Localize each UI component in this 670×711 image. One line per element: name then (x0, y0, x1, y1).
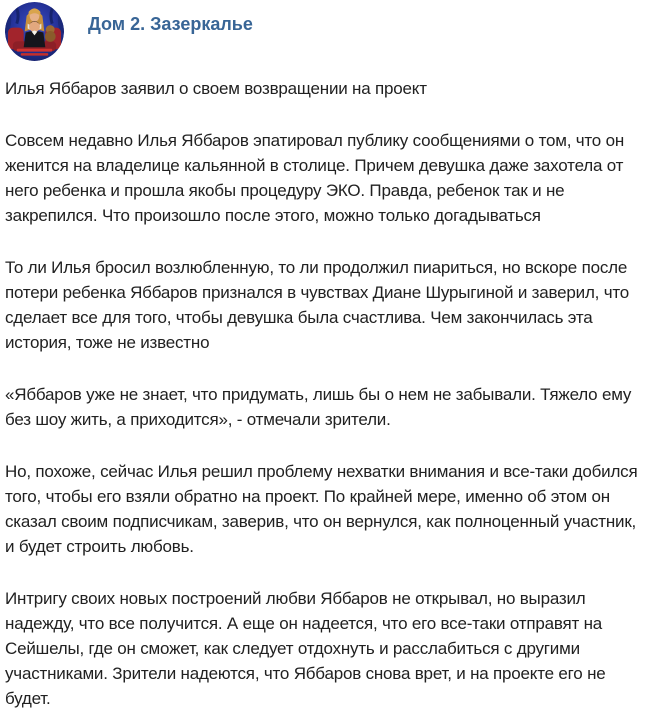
paragraph-line: женится на владелице кальянной в столице. Причем девушка даже захотела от (5, 156, 624, 175)
paragraph (5, 586, 670, 711)
post-title: Илья Яббаров заявил о своем возвращении на проект (5, 79, 427, 98)
paragraph-line: Интригу своих новых построений любви Яббаров не открывал, но выразил (5, 589, 586, 608)
post-header (5, 0, 670, 61)
paragraph-line: того, чтобы его взяли обратно на проект. По крайней мере, именно об этом он (5, 487, 610, 506)
paragraph-line: участниками. Зрители надеются, что Яббаров снова врет, и на проекте его не (5, 664, 606, 683)
paragraph-line: Но, похоже, сейчас Илья решил проблему нехватки внимания и все-таки добился (5, 462, 638, 481)
paragraph-line: закрепился. Что произошло после этого, можно только догадываться (5, 206, 541, 225)
paragraph-line: потери ребенка Яббаров признался в чувствах Диане Шурыгиной и заверил, что (5, 283, 630, 302)
group-avatar-image (5, 2, 64, 61)
paragraph-line: история, тоже не известно (5, 333, 210, 352)
paragraph-line: То ли Илья бросил возлюбленную, то ли продолжил пиариться, но вскоре после (5, 258, 628, 277)
paragraph-line: Сейшелы, где он сможет, как следует отдохнуть и расслабиться с другими (5, 639, 580, 658)
paragraph (5, 255, 670, 355)
post-body (5, 76, 670, 711)
group-name-link[interactable]: Дом 2. Зазеркалье (88, 13, 253, 34)
quote-paragraph (5, 382, 670, 432)
paragraph-line: сказал своим подписчикам, заверив, что он вернулся, как полноценный участник, (5, 512, 637, 531)
paragraph-line: Совсем недавно Илья Яббаров эпатировал публику сообщениями о том, что он (5, 131, 625, 150)
paragraph-line: сделает все для того, чтобы девушка была счастлива. Чем закончилась эта (5, 308, 593, 327)
paragraph-line: надежду, что все получится. А еще он надеется, что его все-таки отправят на (5, 614, 603, 633)
paragraph (5, 128, 670, 228)
paragraph-line: него ребенка и прошла якобы процедуру ЭКО. Правда, ребенок так и не (5, 181, 565, 200)
paragraph (5, 459, 670, 559)
paragraph-line: и будет строить любовь. (5, 537, 194, 556)
paragraph-line: без шоу жить, а приходится», - отмечали зрители. (5, 410, 391, 429)
paragraph-line: будет. (5, 689, 51, 708)
group-avatar[interactable] (5, 2, 64, 61)
paragraph-line: «Яббаров уже не знает, что придумать, лишь бы о нем не забывали. Тяжело ему (5, 385, 632, 404)
